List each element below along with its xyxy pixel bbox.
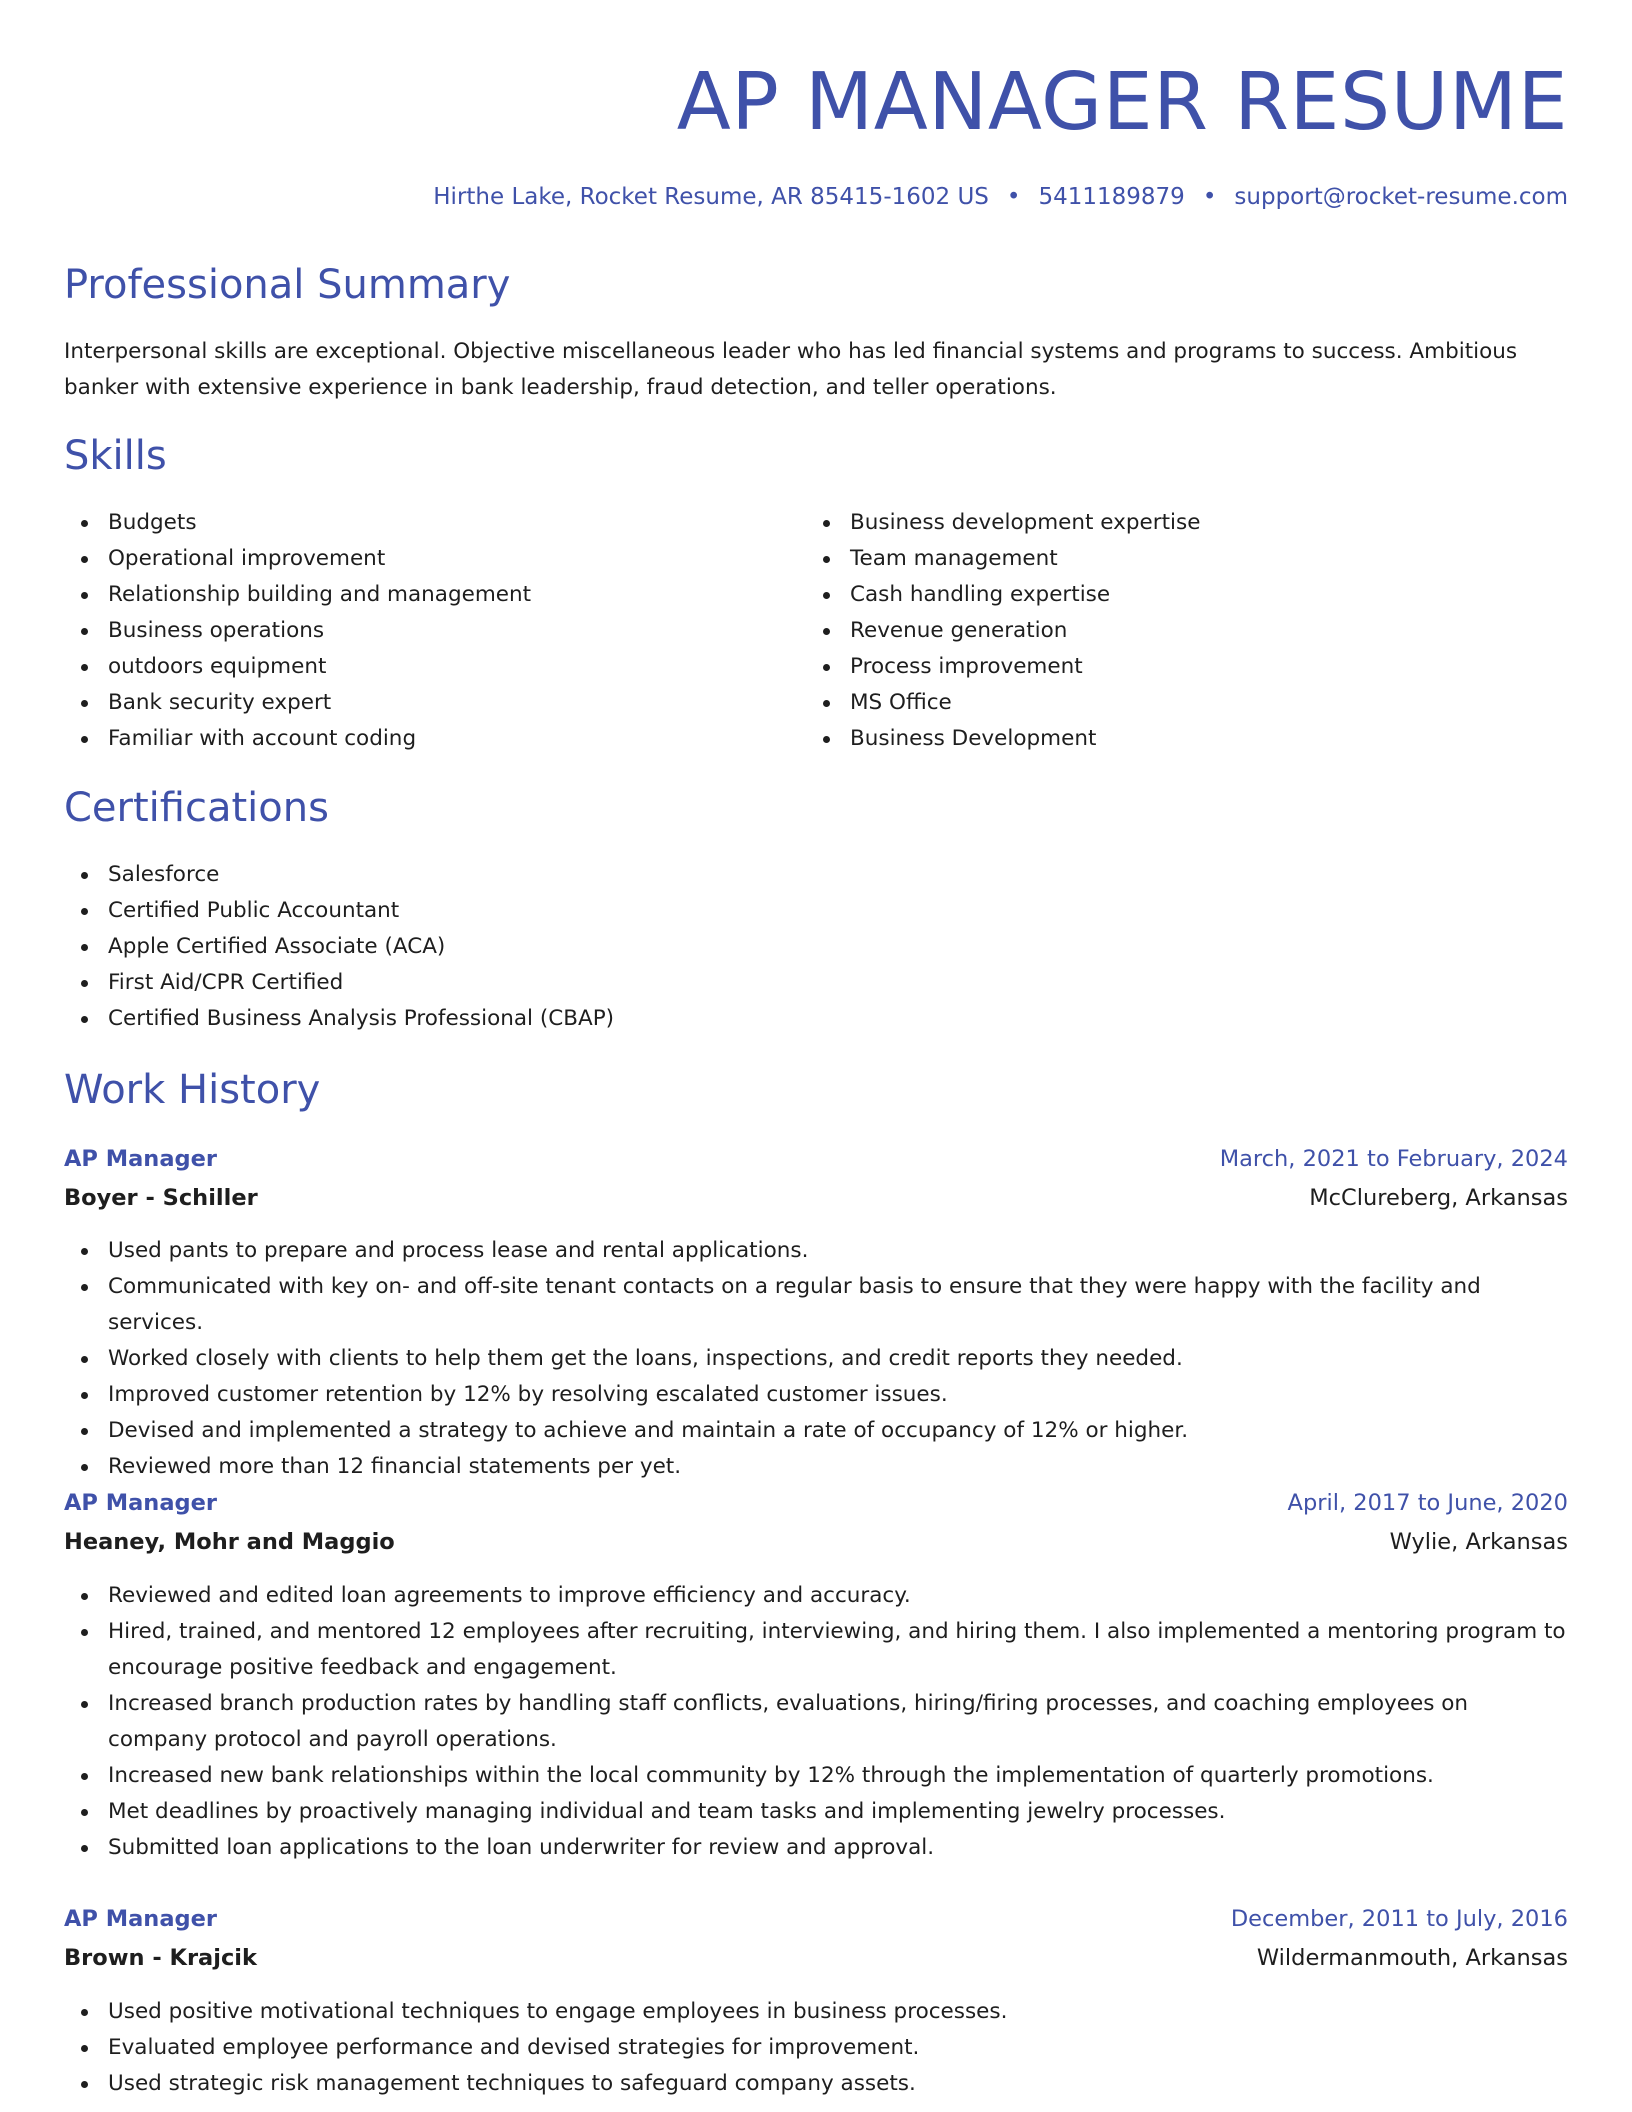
- job-duty: Improved customer retention by 12% by resolving escalated customer issues.: [64, 1377, 1568, 1413]
- job-duty: Used positive motivational techniques to engage employees in business processes.: [64, 1994, 1568, 2030]
- skill-item: Business operations: [64, 613, 764, 649]
- skills-list-right: [806, 505, 1506, 757]
- job-duty: Used pants to prepare and process lease and rental applications.: [64, 1233, 1568, 1269]
- skill-item: outdoors equipment: [64, 649, 764, 685]
- job-duty: Increased branch production rates by handling staff conflicts, evaluations, hiring/firing processes, and coaching employees on company protocol and payroll operations.: [64, 1686, 1568, 1758]
- certification-item: Certified Business Analysis Professional (CBAP): [64, 1001, 1064, 1037]
- skill-item: Process improvement: [806, 649, 1506, 685]
- job-title: AP Manager: [64, 1490, 217, 1516]
- job-duty: Increased new bank relationships within the local community by 12% through the implementation of quarterly promotions.: [64, 1758, 1568, 1794]
- skills-list-left: [64, 505, 764, 757]
- certifications-list: [64, 857, 1064, 1037]
- skill-item: Business development expertise: [806, 505, 1506, 541]
- job-duty: Used strategic risk management techniques to safeguard company assets.: [64, 2066, 1568, 2102]
- job-duty: Worked closely with clients to help them get the loans, inspections, and credit reports they needed.: [64, 1341, 1568, 1377]
- job-duties: [64, 1578, 1568, 1866]
- job-duty: Submitted loan applications to the loan underwriter for review and approval.: [64, 1830, 1568, 1866]
- job-duty: Met deadlines by proactively managing individual and team tasks and implementing jewelry processes.: [64, 1794, 1568, 1830]
- job-dates: December, 2011 to July, 2016: [1230, 1906, 1568, 1932]
- certification-item: Apple Certified Associate (ACA): [64, 929, 1064, 965]
- job-company: Boyer - Schiller: [64, 1185, 258, 1211]
- job-duties: [64, 1233, 1568, 1485]
- work-history-heading: Work History: [64, 1067, 321, 1113]
- summary-heading: Professional Summary: [64, 262, 511, 308]
- job-duty: Reviewed and edited loan agreements to improve efficiency and accuracy.: [64, 1578, 1568, 1614]
- contact-separator: •: [1006, 184, 1021, 210]
- job-header: [64, 1900, 1568, 1980]
- job-dates: March, 2021 to February, 2024: [1219, 1146, 1568, 1172]
- job-dates: April, 2017 to June, 2020: [1287, 1490, 1568, 1516]
- job-duty: Hired, trained, and mentored 12 employees after recruiting, interviewing, and hiring them. I also implemented a mentoring program to encourage positive feedback and engagement.: [64, 1614, 1568, 1686]
- job-location: Wylie, Arkansas: [1389, 1529, 1568, 1555]
- job-title: AP Manager: [64, 1146, 217, 1172]
- skill-item: Budgets: [64, 505, 764, 541]
- certification-item: First Aid/CPR Certified: [64, 965, 1064, 1001]
- certifications-heading: Certifications: [64, 785, 329, 831]
- contact-email: support@rocket-resume.com: [1234, 184, 1568, 210]
- skill-item: Operational improvement: [64, 541, 764, 577]
- job-header: [64, 1140, 1568, 1220]
- skill-item: Business Development: [806, 721, 1506, 757]
- certification-item: Salesforce: [64, 857, 1064, 893]
- job-location: Wildermanmouth, Arkansas: [1256, 1945, 1568, 1971]
- skill-item: Relationship building and management: [64, 577, 764, 613]
- summary-text: Interpersonal skills are exceptional. Objective miscellaneous leader who has led financial systems and programs to success. Ambitious banker with extensive experience in bank leadership, fraud detection, and teller operations.: [64, 339, 1518, 400]
- job-header: [64, 1484, 1568, 1564]
- skill-item: Cash handling expertise: [806, 577, 1506, 613]
- job-location: McClureberg, Arkansas: [1309, 1185, 1568, 1211]
- job-company: Heaney, Mohr and Maggio: [64, 1529, 395, 1555]
- job-duty: Reviewed more than 12 financial statements per yet.: [64, 1449, 1568, 1485]
- certification-item: Certified Public Accountant: [64, 893, 1064, 929]
- skill-item: Team management: [806, 541, 1506, 577]
- job-duty: Evaluated employee performance and devised strategies for improvement.: [64, 2030, 1568, 2066]
- skill-item: Revenue generation: [806, 613, 1506, 649]
- contact-phone: 5411189879: [1038, 184, 1185, 210]
- job-company: Brown - Krajcik: [64, 1945, 257, 1971]
- skill-item: Bank security expert: [64, 685, 764, 721]
- contact-separator: •: [1202, 184, 1217, 210]
- job-title: AP Manager: [64, 1906, 217, 1932]
- contact-address: Hirthe Lake, Rocket Resume, AR 85415-1602 US: [433, 184, 989, 210]
- job-duties: [64, 1994, 1568, 2102]
- contact-line: [433, 180, 1568, 214]
- job-duty: Communicated with key on- and off-site tenant contacts on a regular basis to ensure that they were happy with the facility and services.: [64, 1269, 1568, 1341]
- skill-item: MS Office: [806, 685, 1506, 721]
- skill-item: Familiar with account coding: [64, 721, 764, 757]
- resume-title: AP MANAGER RESUME: [676, 56, 1568, 148]
- job-duty: Devised and implemented a strategy to achieve and maintain a rate of occupancy of 12% or higher.: [64, 1413, 1568, 1449]
- skills-heading: Skills: [64, 433, 167, 479]
